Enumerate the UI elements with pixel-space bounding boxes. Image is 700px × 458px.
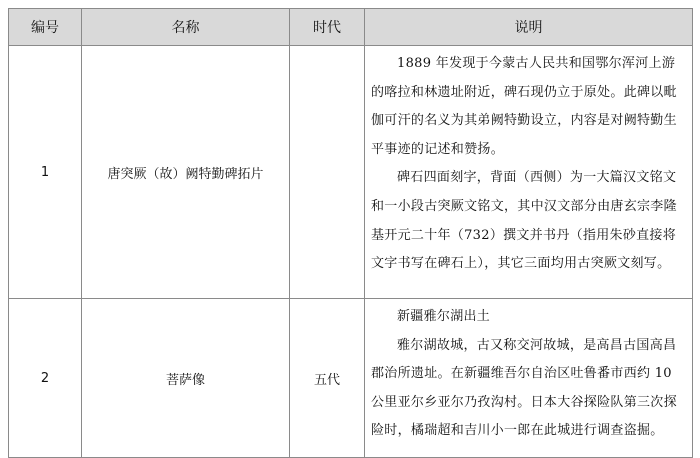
row-era: 五代 xyxy=(290,299,365,458)
table-row xyxy=(9,299,693,458)
row-description xyxy=(365,299,693,458)
table-header-row xyxy=(9,9,693,46)
header-number: 编号 xyxy=(9,9,82,46)
row-number: 1 xyxy=(9,46,82,299)
header-era: 时代 xyxy=(290,9,365,46)
row-number: 2 xyxy=(9,299,82,458)
artifact-table xyxy=(8,8,693,458)
description-paragraph: 1889 年发现于今蒙古人民共和国鄂尔浑河上游的喀拉和林遗址附近，碑石现仍立于原处。此碑以毗伽可汗的名义为其弟阙特勤设立，内容是对阙特勤生平事迹的记述和赞扬。 xyxy=(371,56,677,157)
table-row xyxy=(9,46,693,299)
description-paragraph: 雅尔湖故城，古又称交河故城，是高昌古国高昌郡治所遗址。在新疆维吾尔自治区吐鲁番市西约 10 公里亚尔乡亚尔乃孜沟村。日本大谷探险队第三次探险时，橘瑞超和吉川小一郎在此城进行调查盗掘。 xyxy=(371,337,677,439)
header-description: 说明 xyxy=(365,9,693,46)
description-paragraph: 新疆雅尔湖出土 xyxy=(397,309,491,324)
row-name: 唐突厥（故）阙特勤碑拓片 xyxy=(82,46,290,299)
description-paragraph: 碑石四面刻字，背面（西侧）为一大篇汉文铭文和一小段古突厥文铭文，其中汉文部分由唐玄宗李隆基开元二十年（732）撰文并书丹（指用朱砂直接将文字书写在碑石上），其它三面均用古突厥文刻写。 xyxy=(371,170,677,272)
row-name: 菩萨像 xyxy=(82,299,290,458)
header-name: 名称 xyxy=(82,9,290,46)
row-description xyxy=(365,46,693,299)
row-era xyxy=(290,46,365,299)
